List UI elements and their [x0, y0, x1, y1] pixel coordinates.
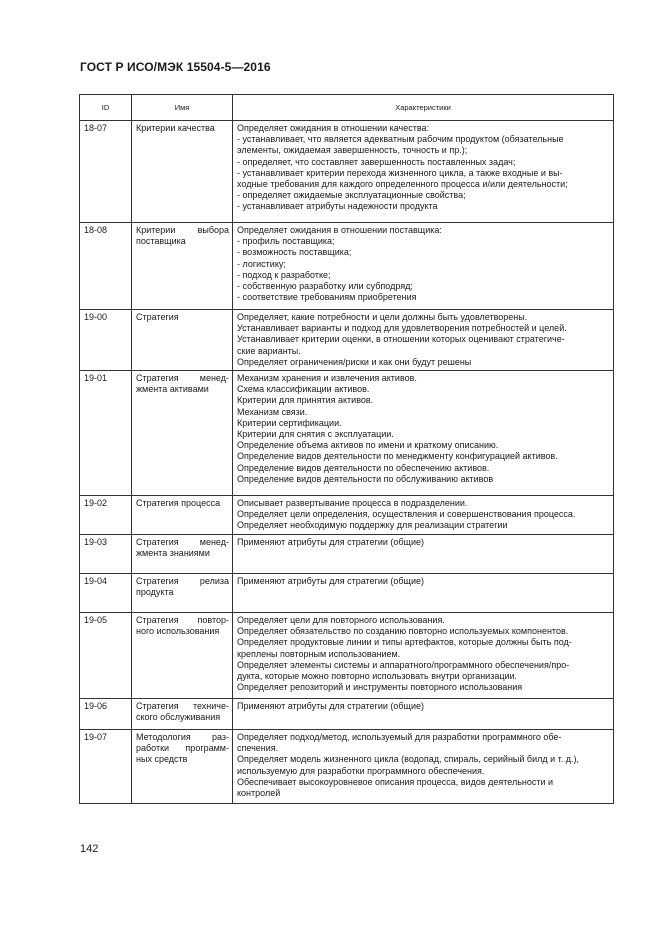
document-title: ГОСТ Р ИСО/МЭК 15504-5—2016	[80, 60, 271, 74]
characteristic-line: Определяет обязательство по созданию повторно используемых компонентов.	[237, 626, 569, 637]
row-characteristics	[233, 535, 614, 574]
table-body	[80, 121, 614, 804]
characteristic-line: Определяет элементы системы и аппаратного/программного обеспечения/про-	[237, 659, 570, 670]
row-characteristics	[233, 613, 614, 699]
characteristic-line: Определяет ожидания в отношении качества:	[237, 123, 430, 133]
characteristic-line: - устанавливает, что является адекватным рабочим продуктом (обязательные	[237, 134, 564, 145]
characteristic-line: контролей	[237, 788, 281, 799]
table-row	[80, 699, 614, 730]
row-characteristics	[233, 310, 614, 371]
row-name: Стратегия техниче-ского обслуживания	[132, 699, 233, 730]
characteristic-line: Определяет ограничения/риски и как они будут решены	[237, 356, 472, 367]
characteristic-line: - подход к разработке;	[237, 269, 331, 280]
characteristic-line: - определяет, что составляет завершенность поставленных задач;	[237, 156, 516, 167]
row-characteristics	[233, 574, 614, 613]
row-name: Стратегия менед-жмента активами	[132, 371, 233, 496]
row-name: Стратегия	[132, 310, 233, 371]
row-id: 19-04	[80, 574, 132, 613]
table-row	[80, 496, 614, 535]
row-characteristics	[233, 730, 614, 804]
characteristic-line: Применяют атрибуты для стратегии (общие)	[237, 537, 424, 547]
characteristic-line: - определяет ожидаемые эксплуатационные свойства;	[237, 190, 466, 201]
header-characteristics: Характеристики	[233, 95, 614, 121]
characteristic-line: ские варианты.	[237, 345, 301, 356]
characteristic-line: - профиль поставщика;	[237, 236, 335, 247]
row-id: 19-06	[80, 699, 132, 730]
characteristic-line: Определение видов деятельности по менеджменту конфигурацией активов.	[237, 451, 558, 462]
characteristic-line: Описывает развертывание процесса в подразделении.	[237, 498, 468, 508]
table-row	[80, 310, 614, 371]
row-name: Методология раз-работки программ-ных средств	[132, 730, 233, 804]
characteristic-line: - устанавливает критерии перехода жизненного цикла, а также входные и вы-	[237, 167, 563, 178]
row-name: Критерии качества	[132, 121, 233, 223]
characteristic-line: спечения.	[237, 743, 279, 754]
characteristic-line: Определение объема активов по имени и краткому описанию.	[237, 440, 499, 451]
row-characteristics	[233, 699, 614, 730]
row-id: 19-05	[80, 613, 132, 699]
characteristic-line: - логистику;	[237, 258, 286, 269]
table-row	[80, 121, 614, 223]
row-characteristics	[233, 496, 614, 535]
characteristic-line: Определяет цели определения, осуществления и совершенствования процесса.	[237, 509, 576, 520]
row-id: 18-08	[80, 223, 132, 310]
characteristic-line: ходные требования для каждого определенного процесса и/или деятельности;	[237, 179, 568, 190]
table-row	[80, 535, 614, 574]
table-row	[80, 223, 614, 310]
characteristic-line: - возможность поставщика;	[237, 247, 352, 258]
characteristic-line: Определяет необходимую поддержку для реализации стратегии	[237, 520, 508, 531]
row-name: Критерии выбора поставщика	[132, 223, 233, 310]
row-id: 19-00	[80, 310, 132, 371]
characteristic-line: Применяют атрибуты для стратегии (общие)	[237, 701, 424, 711]
characteristic-line: - соответствие требованиям приобретения	[237, 292, 417, 303]
header-id: ID	[80, 95, 132, 121]
characteristic-line: Устанавливает критерии оценки, в отношении которых оценивают стратегиче-	[237, 334, 565, 345]
row-id: 19-02	[80, 496, 132, 535]
characteristic-line: Критерии для снятия с эксплуатации.	[237, 429, 394, 440]
characteristic-line: Определяет ожидания в отношении поставщика:	[237, 225, 442, 235]
characteristic-line: Определение видов деятельности по обеспечению активов.	[237, 462, 490, 473]
characteristic-line: - собственную разработку или субподряд;	[237, 281, 413, 292]
table-row	[80, 613, 614, 699]
header-name: Имя	[132, 95, 233, 121]
table-row	[80, 574, 614, 613]
row-id: 19-03	[80, 535, 132, 574]
characteristics-table	[79, 94, 614, 804]
characteristic-line: Схема классификации активов.	[237, 384, 370, 395]
characteristic-line: Определяет, какие потребности и цели должны быть удовлетворены.	[237, 312, 528, 322]
characteristic-line: Механизм хранения и извлечения активов.	[237, 373, 417, 383]
characteristic-line: Определяет цели для повторного использования.	[237, 615, 445, 625]
characteristic-line: используемую для разработки программного обеспечения.	[237, 765, 485, 776]
table-header-row	[80, 95, 614, 121]
row-characteristics	[233, 371, 614, 496]
characteristic-line: креплены повторным использованием.	[237, 648, 401, 659]
row-name: Стратегия релиза продукта	[132, 574, 233, 613]
characteristic-line: Определяет продуктовые линии и типы артефактов, которые должны быть под-	[237, 637, 572, 648]
characteristic-line: - устанавливает атрибуты надежности продукта	[237, 201, 438, 212]
table-row	[80, 371, 614, 496]
characteristic-line: Применяют атрибуты для стратегии (общие)	[237, 576, 424, 586]
characteristic-line: элементы, ожидаемая завершенность, точность и пр.);	[237, 145, 468, 156]
characteristic-line: Определяет модель жизненного цикла (водопад, спираль, серийный билд и т. д.),	[237, 754, 580, 765]
row-name: Стратегия повтор-ного использования	[132, 613, 233, 699]
row-name: Стратегия процесса	[132, 496, 233, 535]
row-characteristics	[233, 121, 614, 223]
characteristic-line: Механизм связи.	[237, 406, 308, 417]
row-name: Стратегия менед-жмента знаниями	[132, 535, 233, 574]
characteristic-line: Определение видов деятельности по обслуживанию активов	[237, 473, 494, 484]
page-number: 142	[80, 843, 99, 855]
characteristic-line: дукта, которые можно повторно использовать внутри организации.	[237, 671, 518, 682]
row-id: 19-01	[80, 371, 132, 496]
characteristic-line: Определяет репозиторий и инструменты повторного использования	[237, 682, 523, 693]
row-id: 19-07	[80, 730, 132, 804]
table-row	[80, 730, 614, 804]
characteristic-line: Критерии для принятия активов.	[237, 395, 374, 406]
row-characteristics	[233, 223, 614, 310]
row-id: 18-07	[80, 121, 132, 223]
characteristic-line: Определяет подход/метод, используемый для разработки программного обе-	[237, 732, 562, 742]
characteristic-line: Обеспечивает высокоуровневое описания процесса, видов деятельности и	[237, 776, 554, 787]
characteristic-line: Критерии сертификации.	[237, 417, 342, 428]
characteristic-line: Устанавливает варианты и подход для удовлетворения потребностей и целей.	[237, 323, 567, 334]
